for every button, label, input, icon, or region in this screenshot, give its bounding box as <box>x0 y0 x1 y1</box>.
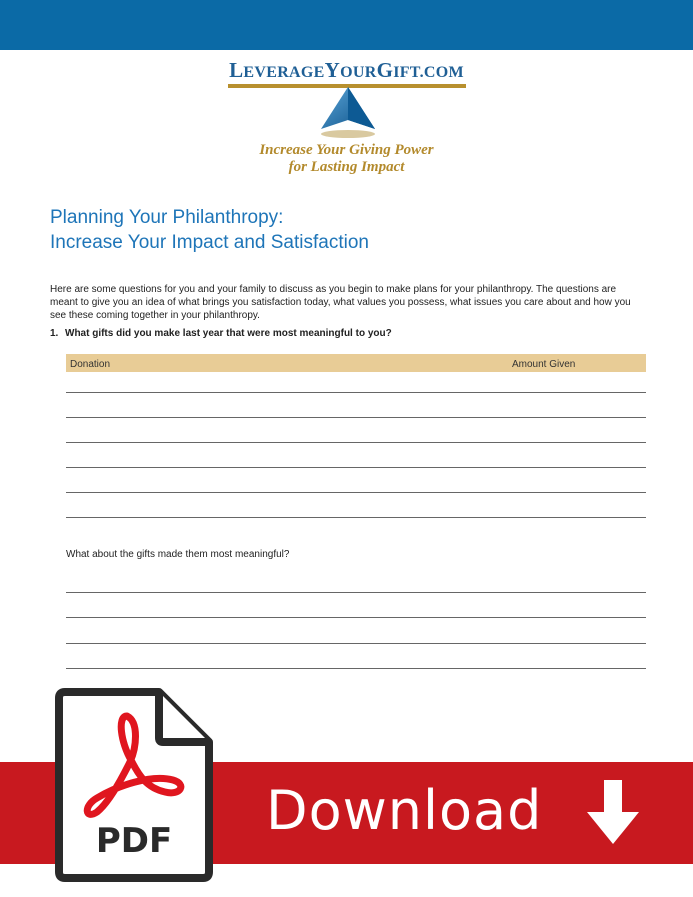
page-title <box>50 205 369 255</box>
pdf-file-icon[interactable] <box>55 688 213 882</box>
download-arrow-icon[interactable] <box>585 780 641 846</box>
answer-line[interactable] <box>66 592 646 593</box>
column-amount-given: Amount Given <box>512 359 576 370</box>
title-line-2: Increase Your Impact and Satisfaction <box>50 232 369 253</box>
column-donation: Donation <box>70 359 111 370</box>
logo-wordmark: LEVERAGEYOURGIFT.COM <box>228 58 466 88</box>
answer-line[interactable] <box>66 417 646 418</box>
pyramid-logo-icon <box>319 84 377 142</box>
tagline <box>0 142 693 176</box>
answer-line[interactable] <box>66 668 646 669</box>
pdf-icon-label: PDF <box>95 821 173 861</box>
header-bar <box>0 0 693 50</box>
question-1-number: 1. <box>50 328 59 339</box>
tagline-line-2: for Lasting Impact <box>288 159 405 175</box>
question-2: What about the gifts made them most meaningful? <box>66 549 290 560</box>
intro-paragraph: Here are some questions for you and your family to discuss as you begin to make plans for your philanthropy. The questions are meant to give you an idea of what brings you satisfaction today, what values you possess, what issues you care about and how you see these coming together in your philanthropy. <box>50 284 631 321</box>
answer-line[interactable] <box>66 617 646 618</box>
download-label[interactable]: Download <box>266 779 543 842</box>
donation-table-header <box>66 354 646 372</box>
question-1-text: What gifts did you make last year that were most meaningful to you? <box>65 328 392 339</box>
answer-line[interactable] <box>66 492 646 493</box>
tagline-line-1: Increase Your Giving Power <box>259 142 434 158</box>
answer-line[interactable] <box>66 517 646 518</box>
answer-line[interactable] <box>66 392 646 393</box>
answer-line[interactable] <box>66 467 646 468</box>
title-line-1: Planning Your Philanthropy: <box>50 207 284 228</box>
question-1 <box>50 328 392 339</box>
answer-line[interactable] <box>66 442 646 443</box>
answer-line[interactable] <box>66 643 646 644</box>
